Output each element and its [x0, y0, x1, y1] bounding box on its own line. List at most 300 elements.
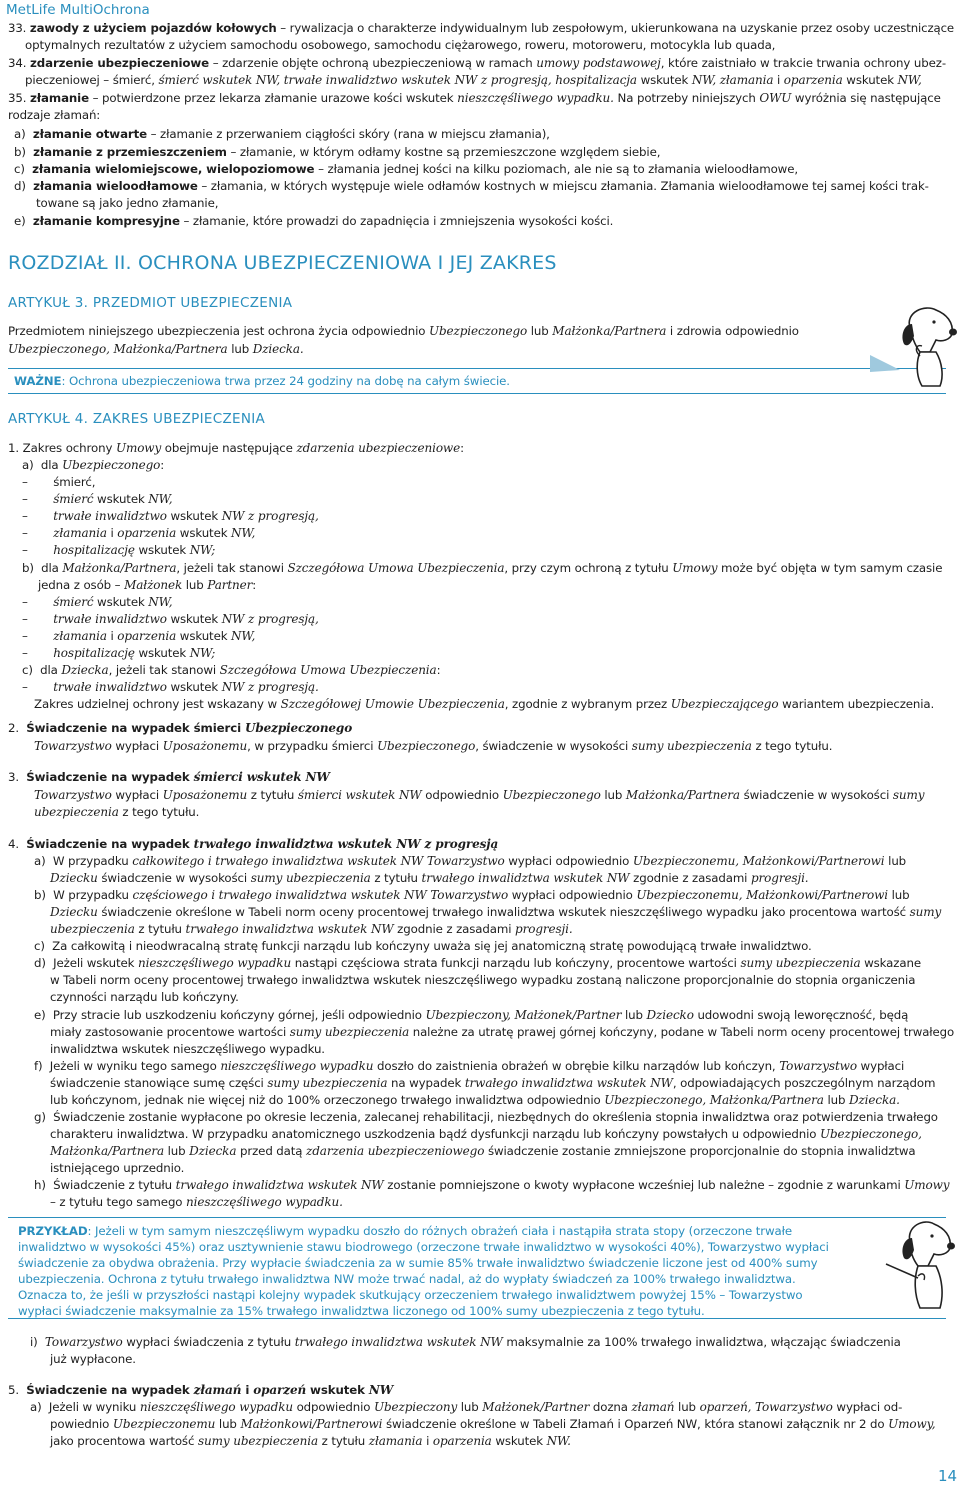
text: – złamania, w których występuje wiele odłamów kostnych w miejscu złamania. Złamania wieloodłamowe tej samej kości trak- [197, 179, 929, 193]
text: z tytułu [317, 1434, 369, 1448]
text: lub [227, 342, 253, 356]
italic-term: Ubezpieczonego [245, 721, 353, 735]
heading-text: wskutek [306, 1383, 369, 1397]
art4-4e-line-2 [50, 1024, 954, 1042]
italic-term: zdarzenia ubezpieczeniowego [306, 1144, 485, 1158]
text: Na potrzeby niniejszych [613, 91, 760, 105]
italic-term: Ubezpieczonego, Małżonka/Partnera [8, 342, 228, 356]
italic-term: Małżonka/Partnera [625, 788, 740, 802]
italic-term: NW. [546, 1434, 571, 1448]
text: : [252, 578, 257, 592]
example-line-5: Oznacza to, że jeśli w przyszłości nastąpi kolejny wypadek skutkujący orzeczeniem trwałego inwalidztwem powyżej 15% – Towarzystwo [18, 1288, 803, 1302]
list-label: g) [34, 1110, 46, 1124]
italic-term: Dziecka [189, 1144, 237, 1158]
text: miały zastosowanie procentowe wartości [50, 1025, 290, 1039]
item-number: 33. [8, 21, 27, 35]
term: zawody z użyciem pojazdów kołowych [29, 21, 277, 35]
heading-text: Świadczenie na wypadek [26, 837, 194, 851]
text: udowodni swoją leworęczność, będą [693, 1008, 909, 1022]
art4-4e-line-1 [34, 1007, 908, 1025]
text: – złamanie, w którym odłamy kostne są przemieszczone względem siebie, [226, 145, 661, 159]
art4-4g-line-2 [50, 1126, 922, 1144]
text: może być objęta w tym samym czasie [717, 561, 943, 575]
art4-4g-line-1 [34, 1109, 938, 1127]
art4-1b-line-2 [38, 577, 256, 595]
text: , jeżeli tak stanowi [176, 561, 288, 575]
item-number: 34. [8, 56, 27, 70]
example-line-6: wypłaci świadczenie maksymalnie za 15% trwałego inwalidztwa liczonego od 100% sumy ubezpieczenia z tego tytułu. [18, 1304, 705, 1318]
fracture-type-d [14, 178, 929, 196]
list-label: c) [14, 162, 25, 176]
italic-term: ubezpieczenia [50, 922, 135, 936]
text: zgodnie z zasadami [629, 871, 751, 885]
text: zgodnie z zasadami [393, 922, 516, 936]
italic-term: Umowy [672, 561, 718, 575]
text: wypłaci od- [832, 1400, 903, 1414]
text: z tego tytułu. [751, 739, 833, 753]
text: Świadczenie z tytułu [53, 1178, 176, 1192]
text: i [106, 629, 118, 643]
italic-term: nieszczęśliwego wypadku. [457, 91, 614, 105]
brand-header: MetLife MultiOchrona [6, 2, 150, 18]
text: wskutek [134, 543, 190, 557]
italic-term: Uposażonemu [162, 739, 248, 753]
def-35-line-2: rodzaje złamań: [8, 108, 101, 122]
italic-term: Umowy [904, 1178, 950, 1192]
text: Świadczenie zostanie wypłacone po okresie leczenia, zalecanej rehabilitacji, niezbędnych do określenia stopnia inwalidztwa oraz potwierdzenia trwałego [53, 1110, 938, 1124]
italic-term: złamań [193, 1383, 242, 1397]
art4-1b-item-2: – trwałe inwalidztwo wskutek NW z progresją, [22, 612, 319, 626]
article-3-title: ARTYKUŁ 3. PRZEDMIOT UBEZPIECZENIA [8, 295, 293, 311]
italic-term: Dziecka [61, 663, 109, 677]
art4-point-3-line-1 [34, 787, 924, 805]
art4-5a-line-1 [30, 1399, 902, 1417]
fracture-type-a [14, 126, 550, 144]
italic-term: Dziecka. [252, 342, 304, 356]
text: – złamania jednej kości na kilku poziomach, ale nie są to złamania wieloodłamowe, [314, 162, 798, 176]
text: świadczenie w wysokości [97, 871, 251, 885]
art4-4b-line-1 [34, 887, 909, 905]
text: , w przypadku śmierci [247, 739, 378, 753]
list-label: a) [30, 1400, 42, 1414]
italic-term: Towarzystwo [44, 1335, 123, 1349]
text: : [436, 663, 441, 677]
text: wskutek [93, 595, 149, 609]
text: doszło do zaistnienia obrażeń w obrębie kilku narządów lub kończyn, [373, 1059, 780, 1073]
italic-term: trwałego inwalidztwa wskutek NW [185, 922, 394, 936]
italic-term: oparzenia [432, 1434, 492, 1448]
list-label: a) [14, 127, 26, 141]
text: świadczenie zostanie zmniejszone proporcjonalnie do stopnia inwalidztwa [484, 1144, 916, 1158]
art4-1c-item-1: – trwałe inwalidztwo wskutek NW z progresją. [22, 680, 319, 694]
fracture-type-b [14, 144, 660, 162]
italic-term: nieszczęśliwego wypadku [138, 956, 292, 970]
italic-term: Dziecku [50, 905, 98, 919]
text: lub [457, 1400, 483, 1414]
term: złamanie z przemieszczeniem [33, 145, 227, 159]
term: złamanie otwarte [32, 127, 148, 141]
text: nastąpi częściowa strata funkcji narządu lub kończyny, procentowe wartości [291, 956, 741, 970]
italic-term: trwałe inwalidztwo [53, 680, 167, 694]
text: obejmuje następujące [161, 441, 297, 455]
text: Zakres ochrony [22, 441, 116, 455]
text: W przypadku [53, 888, 133, 902]
point-number: 4. [8, 837, 20, 851]
text: Za całkowitą i nieodwracalną stratę funkcji narządu lub kończyny uważa się jej anatomiczną stratę powodującą trwałe inwalidztwo. [52, 939, 812, 953]
list-label: i) [30, 1335, 38, 1349]
text: wypłaci odpowiednio [508, 888, 637, 902]
text: lub [600, 788, 626, 802]
text: i [773, 73, 784, 87]
text: , jeżeli tak stanowi [108, 663, 220, 677]
text: maksymalnie za 100% trwałego inwalidztwa, włączając świadczenia [502, 1335, 901, 1349]
italic-term: nieszczęśliwego wypadku [220, 1059, 374, 1073]
list-label: d) [14, 179, 26, 193]
text: wskutek [491, 1434, 547, 1448]
text: , świadczenie w wysokości [475, 739, 632, 753]
italic-term: złamania [368, 1434, 423, 1448]
text: z tytułu [134, 922, 186, 936]
art4-point-4-title [8, 836, 498, 854]
italic-term: NW z progresją. [221, 680, 319, 694]
fracture-type-d-line-2: towane są jako jedno złamanie, [36, 196, 219, 210]
italic-term: NW, [231, 629, 256, 643]
text: wskutek [166, 612, 222, 626]
italic-term: NW, [148, 492, 173, 506]
text: Jeżeli wskutek [53, 956, 139, 970]
text: na wypadek [387, 1076, 465, 1090]
text: – złamanie, które prowadzi do zapadnięcia i zmniejszenia wysokości kości. [179, 214, 614, 228]
text: , odpowiadających poszczególnym narządom [672, 1076, 936, 1090]
fracture-type-e [14, 213, 613, 231]
text: lub [823, 1093, 849, 1107]
art4-4f-line-3 [50, 1092, 900, 1110]
text: lub kończynom, jednak nie więcej niż do 100% orzeczonego trwałego inwalidztwa odpowiednio [50, 1093, 605, 1107]
italic-term: sumy [892, 788, 925, 802]
art4-1a [22, 457, 164, 475]
text: i [106, 526, 118, 540]
italic-term: Towarzystwo [34, 739, 112, 753]
art4-4i-line-1 [30, 1334, 901, 1352]
point-number: 1. [8, 441, 20, 455]
def-35-line-1 [8, 90, 941, 108]
list-label: a) [34, 854, 46, 868]
text: : Ochrona ubezpieczeniowa trwa przez 24 godziny na dobę na całym świecie. [61, 374, 510, 388]
art4-4g-line-3 [50, 1143, 915, 1161]
italic-term: NW, złamania [691, 73, 774, 87]
list-label: e) [14, 214, 26, 228]
italic-term: oparzeń, Towarzystwo [699, 1400, 833, 1414]
italic-term: hospitalizację [53, 646, 135, 660]
italic-term: NW, [897, 73, 922, 87]
italic-term: nieszczęśliwego wypadku. [186, 1195, 343, 1209]
example-label: PRZYKŁAD [18, 1224, 88, 1238]
def-34-line-2 [25, 72, 922, 90]
text: lub [621, 1008, 647, 1022]
art4-1a-item-5: – hospitalizację wskutek NW; [22, 543, 216, 557]
text: i zdrowia odpowiednio [666, 324, 799, 338]
art4-1b-item-1: – śmierć wskutek NW, [22, 595, 173, 609]
term: złamanie [30, 91, 89, 105]
italic-term: Małżonka/Partnera [62, 561, 177, 575]
art4-1a-item-4: – złamania i oparzenia wskutek NW, [22, 526, 256, 540]
text: dozna [589, 1400, 632, 1414]
text: lub [215, 1417, 241, 1431]
text: Zakres udzielnej ochrony jest wskazany w [34, 697, 281, 711]
italic-term: oparzenia [117, 526, 177, 540]
italic-term: złamań [631, 1400, 675, 1414]
text: lub [674, 1400, 700, 1414]
italic-term: śmierć [53, 492, 94, 506]
italic-term: oparzenia [783, 73, 843, 87]
italic-term: Ubezpieczonemu [112, 1417, 216, 1431]
text: W przypadku [52, 854, 133, 868]
example-line-4: ubezpieczenia. Ochrona z tytułu trwałego inwalidztwa NW może trwać nadal, aż do wypłaty świadczeń za 100% trwałego inwalidztwa. [18, 1272, 796, 1286]
text: przed datą [236, 1144, 307, 1158]
text: Przedmiotem niniejszego ubezpieczenia jest ochrona życia odpowiednio [8, 324, 429, 338]
text: lub [164, 1144, 190, 1158]
text: lub [527, 324, 553, 338]
art4-1a-item-2: – śmierć wskutek NW, [22, 492, 173, 506]
text: z tytułu [370, 871, 422, 885]
italic-term: Szczegółowa Umowa Ubezpieczenia [287, 561, 505, 575]
art3-paragraph-line-1 [8, 323, 799, 341]
text: wskutek [176, 629, 232, 643]
italic-term: Partner [207, 578, 253, 592]
text: – rywalizacja o charakterze indywidualnym lub zespołowym, ukierunkowana na uzyskanie przez osoby uczestniczące [276, 21, 955, 35]
art4-1c [22, 662, 440, 680]
text: lub [887, 888, 910, 902]
chapter-title: ROZDZIAŁ II. OCHRONA UBEZPIECZENIOWA I JEJ ZAKRES [8, 252, 557, 274]
italic-term: Małżonek/Partner [482, 1400, 590, 1414]
text: dla [40, 663, 62, 677]
italic-term: Ubezpieczonego [377, 739, 476, 753]
snoopy-illustration-2 [866, 1212, 958, 1316]
text: charakteru inwalidztwa. W przypadku anatomicznego uszkodzenia bądź dysfunkcji narządu lub kończyny powstałych u odpowiednio [50, 1127, 820, 1141]
italic-term: umowy podstawowej [536, 56, 661, 70]
list-label: d) [34, 956, 46, 970]
italic-term: sumy ubezpieczenia [267, 1076, 388, 1090]
text: wypłaci [856, 1059, 905, 1073]
italic-term: Szczegółowej Umowie Ubezpieczenia [280, 697, 505, 711]
art4-point-3-title [8, 769, 330, 787]
page-number: 14 [938, 1467, 958, 1485]
italic-term: sumy ubezpieczenia [250, 871, 371, 885]
italic-term: trwałe inwalidztwo [53, 612, 167, 626]
italic-term: Umowy, [888, 1417, 936, 1431]
text: : [460, 441, 464, 455]
text: jedna z osób – [38, 578, 125, 592]
italic-term: całkowitego i trwałego inwalidztwa wskutek NW Towarzystwo [132, 854, 505, 868]
italic-term: Małżonka/Partnera [552, 324, 667, 338]
art4-4d-line-1 [34, 955, 921, 973]
italic-term: NW; [189, 543, 216, 557]
italic-term: śmierć wskutek NW, trwałe inwalidztwo wskutek NW z progresją, hospitalizacja [158, 73, 637, 87]
italic-term: zdarzenia ubezpieczeniowe [296, 441, 461, 455]
text: wskutek [166, 680, 222, 694]
def-34-line-1 [8, 55, 946, 73]
art4-4i-line-2: już wypłacone. [50, 1352, 136, 1366]
art4-point-2-text [34, 738, 832, 756]
art4-point-1 [8, 440, 464, 458]
italic-term: Towarzystwo [34, 788, 112, 802]
text: odpowiednio [292, 1400, 374, 1414]
text: dla [41, 561, 63, 575]
text: – zdarzenie objęte ochroną ubezpieczeniową w ramach [209, 56, 537, 70]
art4-1a-item-1: – śmierć, [22, 475, 96, 489]
text: i [422, 1434, 433, 1448]
list-label: e) [34, 1008, 46, 1022]
art4-1-scope-note [34, 696, 934, 714]
text: : [160, 458, 165, 472]
text: Jeżeli w wyniku tego samego [49, 1059, 221, 1073]
important-note-text [14, 373, 510, 391]
text: wariantem ubezpieczenia. [778, 697, 935, 711]
italic-term: NW z progresją, [221, 612, 319, 626]
list-label: h) [34, 1178, 46, 1192]
text: wypłaci odpowiednio [504, 854, 633, 868]
point-number: 3. [8, 770, 20, 784]
art4-4f-line-2 [50, 1075, 935, 1093]
art4-4e-line-3: inwalidztwa wskutek nieszczęśliwego wypadku. [50, 1042, 325, 1056]
italic-term: hospitalizację [53, 543, 135, 557]
italic-term: Małżonka/Partnera [50, 1144, 165, 1158]
text: – potwierdzone przez lekarza złamanie urazowe kości wskutek [89, 91, 458, 105]
italic-term: sumy [909, 905, 942, 919]
text: Jeżeli w wyniku [48, 1400, 140, 1414]
def-33-line-2 [25, 37, 775, 55]
italic-term: trwałego inwalidztwa wskutek NW [175, 1178, 384, 1192]
text: , które zaistniało w trakcie trwania ochrony ubez- [660, 56, 946, 70]
italic-term: Dziecko [646, 1008, 694, 1022]
italic-term: Małżonkowi/Partnerowi [240, 1417, 383, 1431]
italic-term: OWU [759, 91, 792, 105]
text: wskutek [166, 509, 222, 523]
italic-term: złamania [53, 526, 107, 540]
italic-term: Ubezpieczonemu, Małżonkowi/Partnerowi [632, 854, 885, 868]
italic-term: śmierci wskutek NW [297, 788, 422, 802]
italic-term: Ubezpieczony, Małżonek/Partner [425, 1008, 622, 1022]
list-label: c) [34, 939, 45, 953]
italic-term: Ubezpieczającego [670, 697, 779, 711]
italic-term: ubezpieczenia [34, 805, 119, 819]
snoopy-illustration-1 [870, 300, 960, 390]
italic-term: NW [368, 1383, 394, 1397]
text: dla [40, 458, 63, 472]
text: Przy stracie lub uszkodzeniu kończyny górnej, jeśli odpowiednio [52, 1008, 426, 1022]
art4-1b-line-1 [22, 560, 942, 578]
heading-text: i [241, 1383, 254, 1397]
text: wskutek [636, 73, 692, 87]
italic-term: NW, [148, 595, 173, 609]
italic-term: trwałego inwalidztwa wskutek NW [421, 871, 630, 885]
list-label: c) [22, 663, 33, 677]
art4-1b-item-4: – hospitalizację wskutek NW; [22, 646, 216, 660]
art4-point-2-title [8, 720, 352, 738]
example-line-1 [18, 1223, 792, 1241]
list-label: b) [34, 888, 46, 902]
italic-term: Ubezpieczonemu, Małżonkowi/Partnerowi [636, 888, 888, 902]
point-number: 5. [8, 1383, 20, 1397]
italic-term: NW; [189, 646, 216, 660]
text: – złamanie z przerwaniem ciągłości skóry (rana w miejscu złamania), [147, 127, 550, 141]
text: , przy czym ochroną z tytułu [504, 561, 673, 575]
text: z tytułu [247, 788, 298, 802]
italic-term: trwałego inwalidztwa wskutek NW [294, 1335, 503, 1349]
italic-term: progresji. [515, 922, 573, 936]
text: – z tytułu tego samego [50, 1195, 187, 1209]
art4-4g-line-4: istniejącego uprzednio. [50, 1161, 185, 1175]
italic-term: śmierć [53, 595, 94, 609]
heading-text: Świadczenie na wypadek [26, 770, 194, 784]
text: jako procentowa wartość [50, 1434, 198, 1448]
text: wskutek [93, 492, 149, 506]
italic-term: NW, [231, 526, 256, 540]
article-4-title: ARTYKUŁ 4. ZAKRES UBEZPIECZENIA [8, 411, 266, 427]
italic-term: Ubezpieczonego, Małżonka/Partnera [604, 1093, 824, 1107]
italic-term: trwałego inwalidztwa wskutek NW z progresją [193, 837, 499, 851]
text: wskutek [176, 526, 232, 540]
list-label: f) [34, 1059, 43, 1073]
point-number: 2. [8, 721, 20, 735]
art4-point-5-title [8, 1382, 393, 1400]
italic-term: NW z progresją, [221, 509, 319, 523]
text: świadczenie określone w Tabeli Złamań i Oparzeń NW, która stanowi załącznik nr 2 do [382, 1417, 889, 1431]
italic-term: sumy ubezpieczenia [740, 956, 861, 970]
art4-point-3-line-2 [34, 804, 199, 822]
art4-4d-line-2: w Tabeli norm oceny procentowej trwałego inwalidztwa wskutek nieszczęśliwego wypadku zostaną naliczone proporcjonalnie do stopnia organiczenia [50, 973, 916, 987]
text: lub [884, 854, 907, 868]
def-33-line-1 [8, 20, 954, 38]
italic-term: Ubezpieczony [373, 1400, 458, 1414]
italic-term: Towarzystwo [779, 1059, 857, 1073]
text: wskutek [842, 73, 898, 87]
italic-term: trwałego inwalidztwa wskutek NW [464, 1076, 673, 1090]
art4-4a-line-2 [50, 870, 808, 888]
text: zostanie pomniejszone o kwoty wypłacone wcześniej lub należne – zgodnie z warunkami [383, 1178, 905, 1192]
art4-4h-line-2 [50, 1194, 343, 1212]
italic-term: złamania [53, 629, 107, 643]
example-line-2: inwalidztwo w wysokości 45%) oraz usztywnienie stawu biodrowego (orzeczone trwałe inwalidztwo w wysokości 40%), Towarzystwo wypłaci [18, 1240, 829, 1254]
text: wskazane [860, 956, 921, 970]
italic-term: sumy ubezpieczenia [197, 1434, 318, 1448]
text: odpowiednio [421, 788, 503, 802]
text: świadczenie określone w Tabeli norm oceny procentowej trwałego inwalidztwa wskutek nieszczęśliwego wypadku jako procentowa wartość [97, 905, 910, 919]
text: pieczeniowej – śmierć, [25, 73, 159, 87]
italic-term: Szczegółowa Umowa Ubezpieczenia [219, 663, 437, 677]
text: śmierć, [53, 475, 96, 489]
text: wyróżnia się następujące [791, 91, 941, 105]
italic-term: Małżonek [124, 578, 183, 592]
italic-term: Uposażonemu [162, 788, 248, 802]
term: złamania wieloodłamowe [33, 179, 198, 193]
art3-paragraph-line-2 [8, 341, 304, 359]
important-note [8, 368, 946, 394]
text: powiednio [50, 1417, 113, 1431]
art4-4f-line-1 [34, 1058, 904, 1076]
italic-term: Dziecka. [848, 1093, 900, 1107]
example-line-3: świadczenie za obydwa obrażenia. Przy wypłacie świadczenia za w sumie 85% trwałe inwalidztwo świadczenie liczone jest od 400% sumy [18, 1256, 818, 1270]
italic-term: Ubezpieczonego [428, 324, 528, 338]
text: wypłaci [111, 739, 163, 753]
italic-term: częściowego i trwałego inwalidztwa wskutek NW Towarzystwo [132, 888, 509, 902]
list-label: a) [22, 458, 34, 472]
art4-4c [34, 938, 812, 956]
art4-4b-line-2 [50, 904, 941, 922]
art4-4d-line-3: czynności narządu lub kończyny. [50, 990, 239, 1004]
list-label: b) [22, 561, 34, 575]
art4-1a-item-3: – trwałe inwalidztwo wskutek NW z progresją, [22, 509, 319, 523]
